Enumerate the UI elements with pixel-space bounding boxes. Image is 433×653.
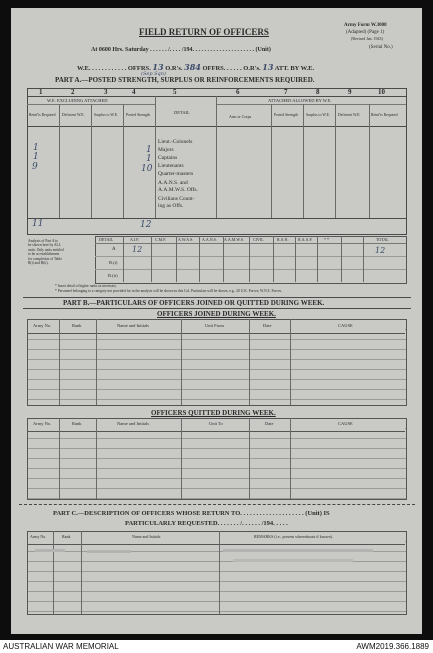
form-code-2: (Adapted) (Page 1): [346, 30, 385, 35]
serial-no: (Serial No.): [369, 45, 393, 50]
an-row-bi: B.(i): [109, 260, 118, 265]
joined-col-armyno: Army No.: [33, 323, 52, 328]
quit-col-armyno: Army No.: [33, 421, 52, 426]
an-col-aif: A.I.F.: [130, 237, 140, 242]
analysis-line: Analysis of Part A to: [28, 239, 58, 243]
part-a-heading: PART A.—POSTED STRENGTH, SURPLUS OR REINFORCEMENTS REQUIRED.: [55, 76, 315, 84]
footnote-2: * Personnel belonging to a category not provided for in the analysis will be shown in this Col. Particulars will be shown, e.g., 20 U.K. Forces; W.N.Z. Forces.: [55, 289, 282, 293]
part-c-divider: [19, 504, 415, 505]
part-a-table: [27, 88, 407, 235]
an-col-star: * *: [324, 237, 329, 242]
offrs-value: 13: [152, 62, 164, 72]
bleed-through-mark: [223, 549, 373, 552]
an-col-aamws: A.A.M.W.S.: [224, 237, 244, 242]
col-num-9: 9: [348, 88, 352, 96]
an-col-aans: A.A.N.S.: [202, 237, 217, 242]
total-col1: 11: [32, 219, 44, 229]
col-num-2: 2: [71, 88, 75, 96]
joined-col-cause: CAUSE: [338, 323, 353, 328]
part-b-heading: PART B.—PARTICULARS OF OFFICERS JOINED OR QUITTED DURING WEEK.: [63, 299, 325, 307]
head-surplus: Surplus to W.E.: [94, 113, 118, 117]
an-col-cmf: C.M.F.: [155, 237, 167, 242]
joined-heading: OFFICERS JOINED DURING WEEK.: [157, 310, 276, 318]
col-num-6: 6: [236, 88, 240, 96]
bleed-through-mark: [35, 549, 65, 552]
col1-lieutenants: 9: [32, 162, 38, 172]
detail-lt-col: Lieut.-Colonels: [158, 139, 193, 145]
col1-majors: 1: [33, 143, 39, 153]
col-num-8: 8: [316, 88, 320, 96]
detail-aamws: A.A.M.W.S. Offs.: [158, 187, 198, 193]
analysis-line: B(i) and B(ii).: [28, 261, 49, 266]
head-surplus-2: Surplus to W.E.: [306, 113, 330, 117]
part-c-heading-2: PARTICULARLY REQUESTED. . . . . . . /. . . . . . /194. . . . .: [125, 520, 288, 527]
quit-col-name: Name and Initials: [117, 421, 149, 426]
we-ors-label: O.R's.: [165, 65, 183, 72]
quit-col-rank: Rank: [72, 421, 82, 426]
col4-lieutenants: 10: [141, 164, 153, 174]
quit-col-date: Date: [265, 421, 274, 426]
col-num-3: 3: [104, 88, 108, 96]
head-deficient-2: Deficient W.E.: [338, 113, 361, 117]
total-col4: 12: [140, 220, 152, 230]
c-col-name: Name and Initials: [132, 534, 161, 539]
col-num-7: 7: [284, 88, 288, 96]
detail-civilians-2: ing as Offs.: [158, 203, 184, 209]
form-code-3: (Revised Jan. 1943): [351, 36, 383, 41]
an-col-civil: CIVIL: [253, 237, 264, 242]
col-num-10: 10: [378, 88, 385, 96]
we-excluding-attached: W.E. EXCLUDING ATTACHED: [47, 98, 108, 103]
head-reinfts-2: Reinf'ts Required: [371, 113, 398, 117]
an-col-raaf: R.A.A.F.: [298, 237, 313, 242]
col-num-5: 5: [173, 88, 177, 96]
att-by-we-label: ATT. BY W.E.: [274, 65, 315, 72]
head-reinfts: Reinf'ts Required: [29, 113, 56, 117]
head-arm: Arm or Corps: [229, 114, 252, 119]
analysis-line: for completion of Table: [28, 256, 62, 261]
col1-captains: 1: [33, 152, 39, 162]
form-page: [11, 8, 422, 634]
c-col-remarks: REMARKS (i.e., present whereabouts if known).: [254, 534, 333, 539]
footer-source: AUSTRALIAN WAR MEMORIAL: [3, 642, 119, 651]
head-posted-2: Posted Strength: [274, 113, 298, 117]
col4-majors: 1: [146, 145, 152, 155]
detail-majors: Majors: [158, 147, 174, 153]
col4-captains: 1: [146, 154, 152, 164]
analysis-text: [28, 239, 90, 265]
joined-col-name: Name and Initials: [117, 323, 149, 328]
part-c-heading-1: PART C.—DESCRIPTION OF OFFICERS WHOSE RETURN TO. . . . . . . . . . . . . . . . . . . . (Unit) IS: [53, 510, 330, 517]
archive-footer: [0, 640, 433, 653]
col-num-1: 1: [39, 88, 43, 96]
quitted-heading: OFFICERS QUITTED DURING WEEK.: [151, 409, 276, 417]
analysis-line: to be at establishment: [28, 252, 60, 257]
offrs-ors-label: OFFRS. . . . . . O.R's.: [202, 65, 261, 72]
total-a-value: 12: [375, 246, 386, 255]
an-row-bii: B.(ii): [108, 273, 118, 278]
footer-accession: AWM2019.366.1889: [356, 642, 429, 651]
col-num-4: 4: [132, 88, 136, 96]
an-row-a: A: [112, 247, 116, 252]
detail-civilians: Civilians Count-: [158, 196, 195, 202]
detail-aans: A.A.N.S. and: [158, 180, 188, 186]
an-col-awas: A.W.A.S.: [178, 237, 194, 242]
detail-lieutenants: Lieutenants: [158, 163, 184, 169]
head-posted: Posted Strength: [126, 113, 150, 117]
analysis-line: be shown here by ALL: [28, 243, 61, 248]
joined-col-rank: Rank: [72, 323, 82, 328]
head-deficient: Deficient W.E.: [62, 113, 85, 117]
quit-col-cause: CAUSE: [338, 421, 353, 426]
offrs2-value: 13: [262, 62, 274, 72]
footnote-1: * Insert detail of higher ranks as necessary.: [55, 284, 117, 288]
aif-a-value: 12: [132, 245, 143, 254]
we-line: [77, 62, 314, 72]
unit-note: (Sep Sqn): [141, 71, 166, 77]
an-col-total: TOTAL: [376, 237, 389, 242]
joined-col-unit: Unit From: [205, 323, 224, 328]
an-col-detail: DETAIL: [99, 237, 114, 242]
joined-col-date: Date: [263, 323, 272, 328]
detail-qm: Quarter-masters: [158, 171, 194, 177]
c-col-armyno: Army No.: [30, 534, 47, 539]
form-title: FIELD RETURN OF OFFICERS: [139, 27, 269, 37]
analysis-line: units. Only units entitled: [28, 247, 64, 252]
bleed-through-mark: [233, 559, 353, 562]
c-col-rank: Rank: [62, 534, 71, 539]
attached-allowed: ATTACHED ALLOWED BY W.E.: [268, 98, 332, 103]
quit-col-unit: Unit To: [209, 421, 223, 426]
form-code: Army Form W.3008: [344, 23, 387, 28]
we-offrs-label: W.E. . . . . . . . . . . . OFFRS.: [77, 65, 151, 72]
bleed-through-mark: [87, 550, 131, 553]
ors-value: 384: [184, 62, 201, 72]
an-col-ran: R.A.N.: [277, 237, 289, 242]
detail-captains: Captains: [158, 155, 178, 161]
head-detail: DETAIL: [174, 110, 190, 115]
return-date-line: At 0600 Hrs. Saturday . . . . . . /. . . . /194. . . . . . . . . . . . . . . . . . . . . (Unit): [91, 47, 271, 53]
